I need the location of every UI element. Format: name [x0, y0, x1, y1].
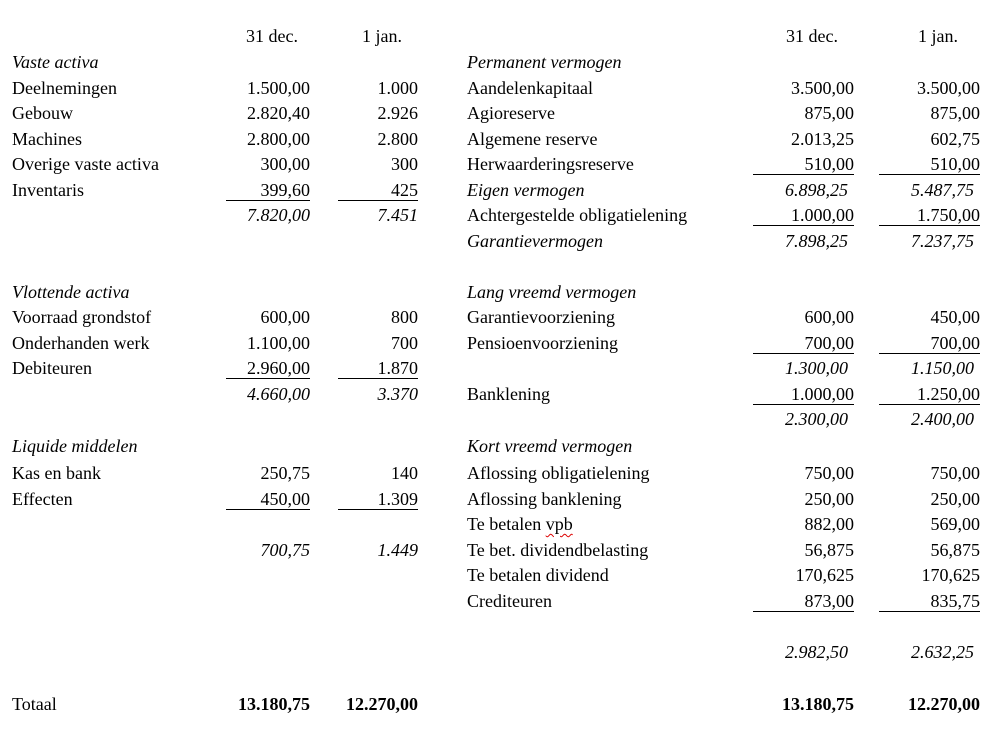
row-label: Pensioenvoorziening — [467, 333, 618, 353]
subtotal-31dec: 2.300,00 — [785, 409, 848, 429]
row-value-31dec: 882,00 — [804, 514, 854, 534]
row-value-1jan: 2.800 — [377, 129, 418, 149]
header-right-31dec: 31 dec. — [786, 26, 838, 46]
row-value-1jan: 450,00 — [930, 307, 980, 327]
row-value-1jan: 300 — [391, 154, 418, 174]
row-value-31dec: 2.820,40 — [247, 103, 310, 123]
row-label-prefix: Te betalen — [467, 514, 546, 534]
section-title-kort-vreemd-vermogen: Kort vreemd vermogen — [467, 436, 633, 456]
row-value-1jan: 1.250,00 — [917, 384, 980, 404]
row-value-1jan: 1.870 — [377, 358, 418, 378]
row-label: Garantievoorziening — [467, 307, 615, 327]
underline-rule — [879, 404, 980, 405]
row-label: Inventaris — [12, 180, 84, 200]
underline-rule — [338, 509, 418, 510]
row-value-31dec: 1.100,00 — [247, 333, 310, 353]
underline-rule — [226, 200, 310, 201]
row-label: Herwaarderingsreserve — [467, 154, 634, 174]
row-label: Kas en bank — [12, 463, 101, 483]
subtotal-31dec: 700,75 — [260, 540, 310, 560]
row-value-31dec: 2.013,25 — [791, 129, 854, 149]
subtotal-1jan: 2.632,25 — [911, 642, 974, 662]
row-label: Agioreserve — [467, 103, 555, 123]
row-value-31dec: 873,00 — [804, 591, 854, 611]
underline-rule — [226, 509, 310, 510]
row-value-1jan: 602,75 — [930, 129, 980, 149]
row-value-31dec: 2.800,00 — [247, 129, 310, 149]
underline-rule — [879, 225, 980, 226]
row-label: Deelnemingen — [12, 78, 117, 98]
subtotal-31dec: 4.660,00 — [247, 384, 310, 404]
row-value-1jan: 750,00 — [930, 463, 980, 483]
row-value-31dec: 250,75 — [260, 463, 310, 483]
underline-rule — [879, 174, 980, 175]
row-value-31dec: 2.960,00 — [247, 358, 310, 378]
section-title-vaste-activa: Vaste activa — [12, 52, 99, 72]
row-value-31dec: 875,00 — [804, 103, 854, 123]
row-value-31dec: 700,00 — [804, 333, 854, 353]
row-value-31dec: 300,00 — [260, 154, 310, 174]
subtotal-31dec: 2.982,50 — [785, 642, 848, 662]
row-value-31dec: 750,00 — [804, 463, 854, 483]
row-label: Aflossing obligatielening — [467, 463, 650, 483]
row-label: Algemene reserve — [467, 129, 598, 149]
underline-rule — [753, 611, 854, 612]
row-value-31dec: 170,625 — [795, 565, 854, 585]
row-value-1jan: 700,00 — [930, 333, 980, 353]
row-value-1jan: 510,00 — [930, 154, 980, 174]
row-value-31dec: 450,00 — [260, 489, 310, 509]
row-label: Te bet. dividendbelasting — [467, 540, 649, 560]
row-value-31dec: 399,60 — [260, 180, 310, 200]
underline-rule — [753, 404, 854, 405]
subtotal-1jan: 2.400,00 — [911, 409, 974, 429]
row-value-31dec: 1.000,00 — [791, 205, 854, 225]
row-value-31dec: 250,00 — [804, 489, 854, 509]
row-value-1jan: 425 — [391, 180, 418, 200]
subtotal-31dec: 7.898,25 — [785, 231, 848, 251]
row-label: Banklening — [467, 384, 550, 404]
total-right-31dec: 13.180,75 — [782, 694, 854, 714]
subtotal-1jan: 5.487,75 — [911, 180, 974, 200]
row-label: Overige vaste activa — [12, 154, 159, 174]
eigen-vermogen-label: Eigen vermogen — [467, 180, 585, 200]
header-left-31dec: 31 dec. — [246, 26, 298, 46]
row-label: Aandelenkapitaal — [467, 78, 593, 98]
row-label: Crediteuren — [467, 591, 552, 611]
row-label: Achtergestelde obligatielening — [467, 205, 688, 225]
row-label: Machines — [12, 129, 82, 149]
underline-rule — [338, 200, 418, 201]
row-value-1jan: 569,00 — [930, 514, 980, 534]
row-value-1jan: 56,875 — [930, 540, 980, 560]
underline-rule — [226, 378, 310, 379]
underline-rule — [753, 174, 854, 175]
section-title-permanent-vermogen: Permanent vermogen — [467, 52, 622, 72]
subtotal-31dec: 7.820,00 — [247, 205, 310, 225]
row-value-1jan: 3.500,00 — [917, 78, 980, 98]
row-value-1jan: 2.926 — [377, 103, 418, 123]
row-value-31dec: 1.000,00 — [791, 384, 854, 404]
total-right-1jan: 12.270,00 — [908, 694, 980, 714]
row-label: Gebouw — [12, 103, 73, 123]
row-value-31dec: 600,00 — [804, 307, 854, 327]
subtotal-1jan: 1.449 — [377, 540, 418, 560]
row-label: Debiteuren — [12, 358, 92, 378]
row-value-1jan: 140 — [391, 463, 418, 483]
section-title-lang-vreemd-vermogen: Lang vreemd vermogen — [467, 282, 637, 302]
row-label: Te betalen dividend — [467, 565, 609, 585]
underline-rule — [879, 611, 980, 612]
row-value-1jan: 800 — [391, 307, 418, 327]
subtotal-1jan: 1.150,00 — [911, 358, 974, 378]
total-left-1jan: 12.270,00 — [346, 694, 418, 714]
row-label: Voorraad grondstof — [12, 307, 152, 327]
row-label-te-betalen-vpb — [467, 514, 573, 534]
row-value-1jan: 170,625 — [921, 565, 980, 585]
row-value-1jan: 1.750,00 — [917, 205, 980, 225]
row-value-31dec: 3.500,00 — [791, 78, 854, 98]
subtotal-1jan: 3.370 — [377, 384, 418, 404]
subtotal-31dec: 6.898,25 — [785, 180, 848, 200]
row-label: Effecten — [12, 489, 73, 509]
row-value-31dec: 1.500,00 — [247, 78, 310, 98]
subtotal-31dec: 1.300,00 — [785, 358, 848, 378]
header-right-1jan: 1 jan. — [918, 26, 958, 46]
garantievermogen-label: Garantievermogen — [467, 231, 603, 251]
underline-rule — [753, 353, 854, 354]
underline-rule — [879, 353, 980, 354]
underline-rule — [338, 378, 418, 379]
row-value-1jan: 1.000 — [377, 78, 418, 98]
row-value-1jan: 835,75 — [930, 591, 980, 611]
row-value-31dec: 56,875 — [804, 540, 854, 560]
row-value-31dec: 510,00 — [804, 154, 854, 174]
section-title-liquide-middelen: Liquide middelen — [12, 436, 138, 456]
section-title-vlottende-activa: Vlottende activa — [12, 282, 130, 302]
total-label: Totaal — [12, 694, 57, 714]
row-value-1jan: 1.309 — [377, 489, 418, 509]
spellcheck-flagged-word: vpb — [545, 514, 573, 534]
row-label: Onderhanden werk — [12, 333, 150, 353]
row-value-1jan: 875,00 — [930, 103, 980, 123]
row-value-1jan: 250,00 — [930, 489, 980, 509]
header-left-1jan: 1 jan. — [362, 26, 402, 46]
underline-rule — [753, 225, 854, 226]
subtotal-1jan: 7.237,75 — [911, 231, 974, 251]
row-value-1jan: 700 — [391, 333, 418, 353]
total-left-31dec: 13.180,75 — [238, 694, 310, 714]
subtotal-1jan: 7.451 — [377, 205, 418, 225]
row-value-31dec: 600,00 — [260, 307, 310, 327]
row-label: Aflossing banklening — [467, 489, 622, 509]
